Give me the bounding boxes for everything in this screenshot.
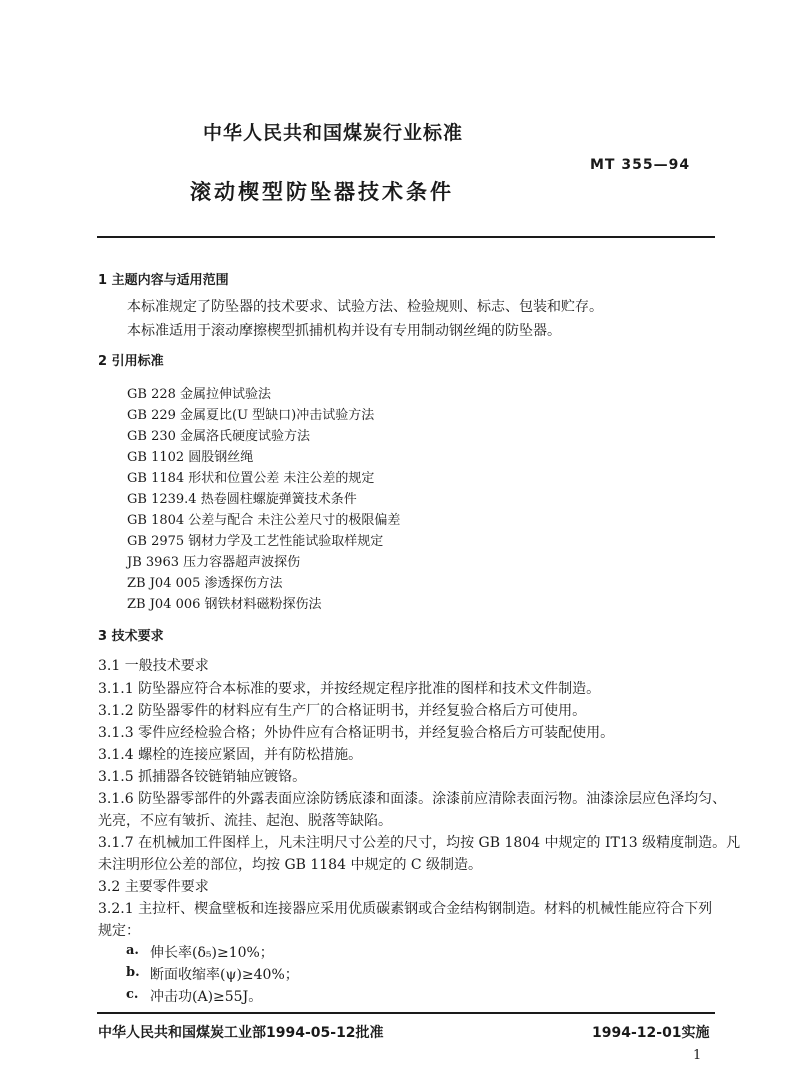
clause-line: 3.1.6 防坠器零部件的外露表面应涂防锈底漆和面漆。涂漆前应清除表面污物。油漆涂层应色泽均匀、 <box>98 791 727 807</box>
reference-item: GB 1184 形状和位置公差 未注公差的规定 <box>127 471 375 486</box>
approval-line: 中华人民共和国煤炭工业部1994-05-12批准 <box>98 1025 384 1041</box>
reference-item: ZB J04 006 钢铁材料磁粉探伤法 <box>127 597 322 612</box>
clause-line: 3.2 主要零件要求 <box>98 879 209 895</box>
footer-divider <box>97 1012 715 1014</box>
header-divider <box>97 236 715 238</box>
reference-item: GB 228 金属拉伸试验法 <box>127 387 272 402</box>
standard-code: MT 355—94 <box>590 157 691 173</box>
reference-item: JB 3963 压力容器超声波探伤 <box>127 555 301 570</box>
reference-item: GB 1239.4 热卷圆柱螺旋弹簧技术条件 <box>127 492 357 507</box>
reference-item: GB 1102 圆股钢丝绳 <box>127 450 254 465</box>
item-text: 伸长率(δ₅)≥10%； <box>150 945 274 961</box>
clause-line: 3.1.1 防坠器应符合本标准的要求，并按经规定程序批准的图样和技术文件制造。 <box>98 681 601 697</box>
item-text: 冲击功(A)≥55J。 <box>150 989 263 1005</box>
clause-line: 3.1 一般技术要求 <box>98 658 209 674</box>
item-text: 断面收缩率(ψ)≥40%； <box>150 967 299 983</box>
item-label: b. <box>126 965 140 980</box>
org-title: 中华人民共和国煤炭行业标准 <box>203 122 464 144</box>
section-1-paragraph: 本标准适用于滚动摩擦楔型抓捕机构并设有专用制动钢丝绳的防坠器。 <box>127 323 561 339</box>
item-label: c. <box>126 987 139 1002</box>
reference-item: GB 229 金属夏比(U 型缺口)冲击试验方法 <box>127 408 375 423</box>
clause-line: 3.1.4 螺栓的连接应紧固，并有防松措施。 <box>98 747 363 763</box>
section-3-heading: 3 技术要求 <box>98 629 164 644</box>
section-1-paragraph: 本标准规定了防坠器的技术要求、试验方法、检验规则、标志、包装和贮存。 <box>127 299 603 315</box>
reference-item: GB 230 金属洛氏硬度试验方法 <box>127 429 311 444</box>
page-number: 1 <box>693 1048 702 1063</box>
clause-line: 光亮，不应有皱折、流挂、起泡、脱落等缺陷。 <box>98 813 392 829</box>
section-2-heading: 2 引用标准 <box>98 354 164 369</box>
clause-line: 3.1.2 防坠器零件的材料应有生产厂的合格证明书，并经复验合格后方可使用。 <box>98 703 587 719</box>
clause-line: 3.1.3 零件应经检验合格；外协件应有合格证明书，并经复验合格后方可装配使用。 <box>98 725 615 741</box>
section-1-heading: 1 主题内容与适用范围 <box>98 273 229 288</box>
reference-item: GB 2975 钢材力学及工艺性能试验取样规定 <box>127 534 384 549</box>
effective-date: 1994-12-01实施 <box>592 1025 710 1041</box>
clause-line: 3.1.5 抓捕器各铰链销轴应镀铬。 <box>98 769 307 785</box>
clause-line: 未注明形位公差的部位，均按 GB 1184 中规定的 C 级制造。 <box>98 857 483 873</box>
clause-line: 规定： <box>98 923 140 939</box>
reference-item: ZB J04 005 渗透探伤方法 <box>127 576 283 591</box>
clause-line: 3.2.1 主拉杆、楔盒壁板和连接器应采用优质碳素钢或合金结构钢制造。材料的机械性能应符合下列 <box>98 901 713 917</box>
reference-item: GB 1804 公差与配合 未注公差尺寸的极限偏差 <box>127 513 401 528</box>
item-label: a. <box>126 943 139 958</box>
document-title: 滚动楔型防坠器技术条件 <box>190 180 454 204</box>
clause-line: 3.1.7 在机械加工件图样上，凡未注明尺寸公差的尺寸，均按 GB 1804 中规定的 IT13 级精度制造。凡 <box>98 835 741 851</box>
